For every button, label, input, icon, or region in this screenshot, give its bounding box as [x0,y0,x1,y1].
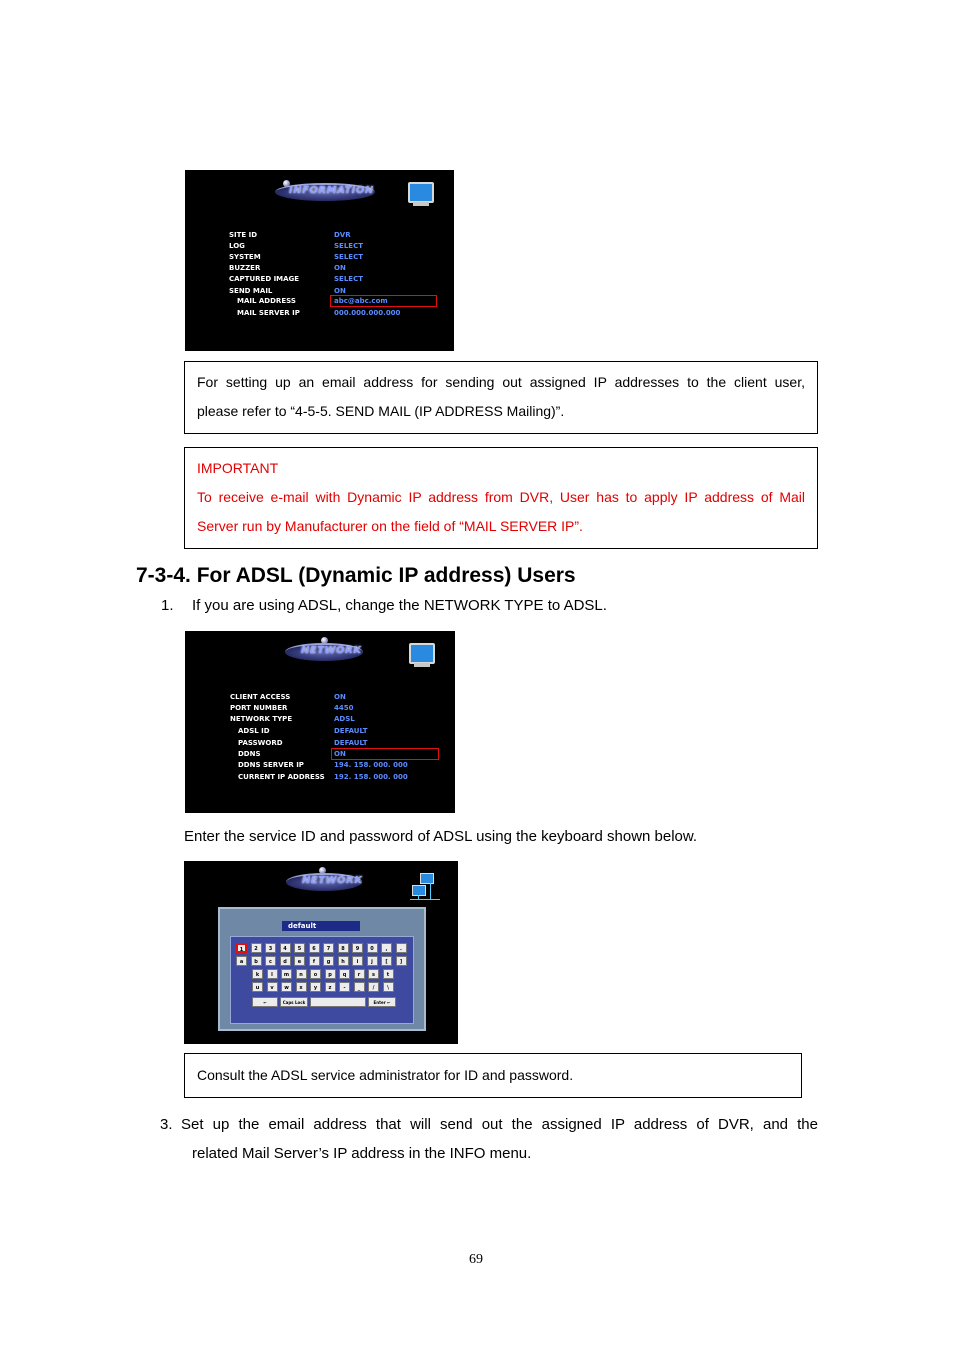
keyboard-key[interactable]: c [265,956,276,966]
keyboard-key[interactable]: _ [354,982,365,992]
keyboard-key[interactable]: u [252,982,263,992]
menu-value-system: SELECT [334,253,363,261]
menu-value-client-access: ON [334,693,346,701]
keyboard-key[interactable]: t [383,969,394,979]
mail-address-highlight [330,295,437,307]
section-heading: 7-3-4. For ADSL (Dynamic IP address) Users [136,564,576,587]
keyboard-key[interactable]: / [368,982,379,992]
menu-label-ddns-server-ip: DDNS SERVER IP [238,761,304,769]
menu-label-system: SYSTEM [229,253,261,261]
page-number: 69 [469,1252,483,1267]
keyboard-key[interactable]: x [296,982,307,992]
keyboard-key[interactable]: w [281,982,292,992]
keyboard-key[interactable]: 0 [367,943,378,953]
keyboard-key[interactable]: 6 [309,943,320,953]
keyboard-key[interactable]: ] [396,956,407,966]
caps-lock-key[interactable]: Caps Lock [280,997,308,1007]
menu-label-buzzer: BUZZER [229,264,261,272]
menu-value-ddns: ON [334,750,346,758]
step1-number: 1. [161,597,174,614]
keyboard-key[interactable]: j [367,956,378,966]
menu-label-mail-server-ip: MAIL SERVER IP [237,309,300,317]
keyboard-key[interactable]: z [325,982,336,992]
menu-value-ddns-server-ip: 194. 158. 000. 000 [334,761,408,769]
monitor-icon [405,180,435,206]
keyboard-key[interactable]: d [280,956,291,966]
keyboard-key[interactable]: r [354,969,365,979]
menu-label-log: LOG [229,242,245,250]
keyboard-key[interactable]: 9 [352,943,363,953]
important-title: IMPORTANT [197,460,279,476]
menu-value-send-mail: ON [334,287,346,295]
keyboard-intro-text: Enter the service ID and password of ADSL using the keyboard shown below. [184,828,698,845]
keyboard-key[interactable]: a [236,956,247,966]
menu-label-send-mail: SEND MAIL [229,287,273,295]
keyboard-key[interactable]: v [267,982,278,992]
keyboard-key[interactable]: n [296,969,307,979]
note-line-1: For setting up an email address for sending out assigned IP addresses to the client user, [197,374,805,390]
keyboard-key[interactable]: h [338,956,349,966]
step1-text: If you are using ADSL, change the NETWORK TYPE to ADSL. [192,597,607,614]
network-banner-title: NETWORK [301,645,362,656]
menu-value-network-type: ADSL [334,715,355,723]
keyboard-key[interactable]: , [381,943,392,953]
keyboard-key[interactable]: m [281,969,292,979]
step3-number: 3. [160,1116,173,1133]
keyboard-frame [218,907,426,1031]
important-line-1: To receive e-mail with Dynamic IP address from DVR, User has to apply IP address of Mail [197,489,805,505]
menu-value-captured-image: SELECT [334,275,363,283]
backspace-key[interactable]: ← [252,997,278,1007]
menu-value-mail-server-ip: 000.000.000.000 [334,309,401,317]
network-computer-icon [410,873,440,901]
menu-value-site-id: DVR [334,231,351,239]
keyboard-key[interactable]: i [352,956,363,966]
keyboard-key[interactable]: p [325,969,336,979]
menu-label-adsl-id: ADSL ID [238,727,270,735]
keyboard-screenshot [184,861,458,1044]
keyboard-key[interactable]: . [396,943,407,953]
keyboard-key[interactable]: s [368,969,379,979]
keyboard-input-field[interactable]: default [282,921,360,931]
information-menu-screenshot [185,170,454,351]
keyboard-key[interactable]: q [339,969,350,979]
menu-value-current-ip-address: 192. 158. 000. 000 [334,773,408,781]
space-key[interactable] [310,997,366,1007]
menu-label-captured-image: CAPTURED IMAGE [229,275,300,283]
keyboard-key[interactable]: g [323,956,334,966]
keyboard-key[interactable]: 8 [338,943,349,953]
ddns-highlight [331,748,439,760]
keyboard-key[interactable]: e [294,956,305,966]
step3-line-2: related Mail Server’s IP address in the INFO menu. [192,1145,532,1162]
keyboard-key[interactable]: 3 [265,943,276,953]
note-box [184,361,818,434]
keyboard-key[interactable]: b [251,956,262,966]
keyboard-key[interactable]: o [310,969,321,979]
network-menu-screenshot [185,631,455,813]
menu-label-password: PASSWORD [238,739,283,747]
menu-label-port-number: PORT NUMBER [230,704,288,712]
consult-box [184,1053,802,1098]
keyboard-key[interactable]: [ [381,956,392,966]
keyboard-key[interactable]: 4 [280,943,291,953]
information-banner-title: INFORMATION [289,185,374,196]
important-box [184,447,818,549]
keyboard-key[interactable]: 5 [294,943,305,953]
menu-label-ddns: DDNS [238,750,261,758]
step3-line-1: Set up the email address that will send out the assigned IP address of DVR, and the [181,1116,818,1133]
menu-label-site-id: SITE ID [229,231,258,239]
important-line-2: Server run by Manufacturer on the field of “MAIL SERVER IP”. [197,518,583,534]
keyboard-key[interactable]: 2 [251,943,262,953]
menu-label-client-access: CLIENT ACCESS [230,693,291,701]
keyboard-key[interactable]: - [339,982,350,992]
monitor-icon [406,641,436,667]
menu-value-port-number: 4450 [334,704,354,712]
keyboard-banner-title: NETWORK [302,875,363,886]
keyboard-key[interactable]: 7 [323,943,334,953]
enter-key[interactable]: Enter ← [368,997,396,1007]
keyboard-key[interactable]: y [310,982,321,992]
menu-value-log: SELECT [334,242,363,250]
menu-label-mail-address: MAIL ADDRESS [237,297,296,305]
menu-value-buzzer: ON [334,264,346,272]
menu-label-current-ip-address: CURRENT IP ADDRESS [238,773,325,781]
menu-value-mail-address: abc@abc.com [334,297,388,305]
menu-value-adsl-id: DEFAULT [334,727,368,735]
menu-label-network-type: NETWORK TYPE [230,715,293,723]
keyboard-key[interactable]: l [267,969,278,979]
keyboard-key[interactable]: 1 [236,943,247,953]
keyboard-key[interactable]: k [252,969,263,979]
note-line-2: please refer to “4-5-5. SEND MAIL (IP ADDRESS Mailing)”. [197,403,565,419]
consult-text: Consult the ADSL service administrator for ID and password. [197,1067,574,1083]
keyboard-key[interactable]: \ [383,982,394,992]
menu-value-password: DEFAULT [334,739,368,747]
keyboard-key[interactable]: f [309,956,320,966]
